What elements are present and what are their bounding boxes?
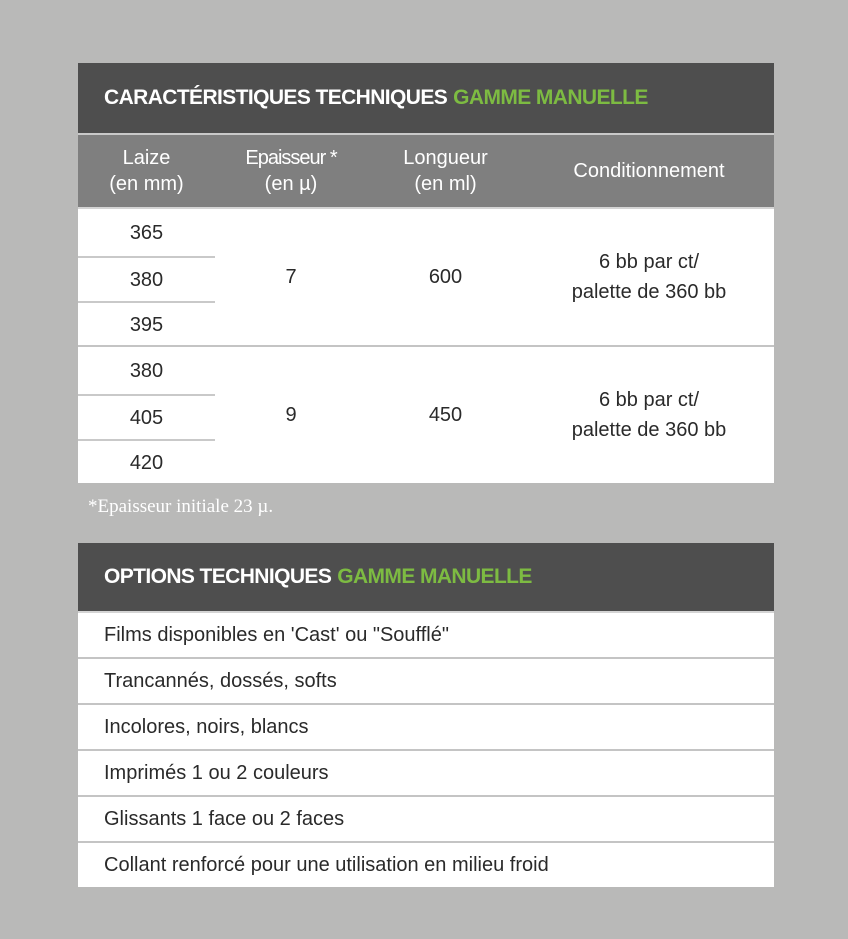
conditionnement-line1: 6 bb par ct/ (598, 251, 700, 273)
header-conditionnement-line1: Conditionnement (573, 160, 725, 182)
header-epaisseur-line1: Epaisseur * (245, 147, 337, 169)
option-item: Trancannés, dossés, softs (78, 657, 774, 703)
laize-cell: 420 (78, 439, 215, 485)
epaisseur-cell: 7 (285, 266, 297, 288)
conditionnement-cell (524, 209, 774, 345)
header-longueur-line1: Longueur (403, 147, 488, 169)
header-epaisseur (215, 135, 367, 207)
header-conditionnement (524, 135, 774, 207)
longueur-cell: 600 (428, 266, 463, 288)
options-list (78, 611, 774, 887)
specs-footnote: *Epaisseur initiale 23 µ. (88, 496, 274, 517)
header-epaisseur-line2: (en µ) (264, 173, 318, 195)
laize-cell: 380 (129, 359, 164, 382)
specs-title: CARACTÉRISTIQUES TECHNIQUES (104, 86, 448, 109)
specs-header-row (78, 133, 774, 207)
options-title-accent: GAMME MANUELLE (337, 565, 532, 588)
options-title: OPTIONS TECHNIQUES (104, 565, 332, 588)
specs-title-bar (78, 63, 774, 133)
specs-title-accent: GAMME MANUELLE (453, 86, 648, 109)
options-table (78, 543, 774, 887)
spec-group-2 (78, 345, 774, 483)
epaisseur-cell: 9 (285, 404, 297, 426)
option-item: Collant renforcé pour une utilisation en milieu froid (78, 841, 774, 887)
conditionnement-line1: 6 bb par ct/ (598, 389, 700, 411)
conditionnement-line2: palette de 360 bb (571, 419, 727, 441)
options-title-bar (78, 543, 774, 611)
header-laize-line2: (en mm) (109, 173, 184, 195)
laize-cell: 405 (78, 394, 215, 440)
spec-group-1 (78, 207, 774, 345)
option-item: Films disponibles en 'Cast' ou "Soufflé" (78, 611, 774, 657)
laize-cell: 380 (78, 256, 215, 302)
laize-cell: 365 (129, 221, 164, 244)
header-longueur (367, 135, 524, 207)
option-item: Glissants 1 face ou 2 faces (78, 795, 774, 841)
option-item: Incolores, noirs, blancs (78, 703, 774, 749)
header-laize (78, 135, 215, 207)
header-laize-line1: Laize (122, 147, 171, 169)
longueur-cell: 450 (428, 404, 463, 426)
conditionnement-cell (524, 347, 774, 483)
specs-table (78, 63, 774, 483)
header-longueur-line2: (en ml) (414, 173, 477, 195)
conditionnement-line2: palette de 360 bb (571, 281, 727, 303)
option-item: Imprimés 1 ou 2 couleurs (78, 749, 774, 795)
laize-cell: 395 (78, 301, 215, 347)
